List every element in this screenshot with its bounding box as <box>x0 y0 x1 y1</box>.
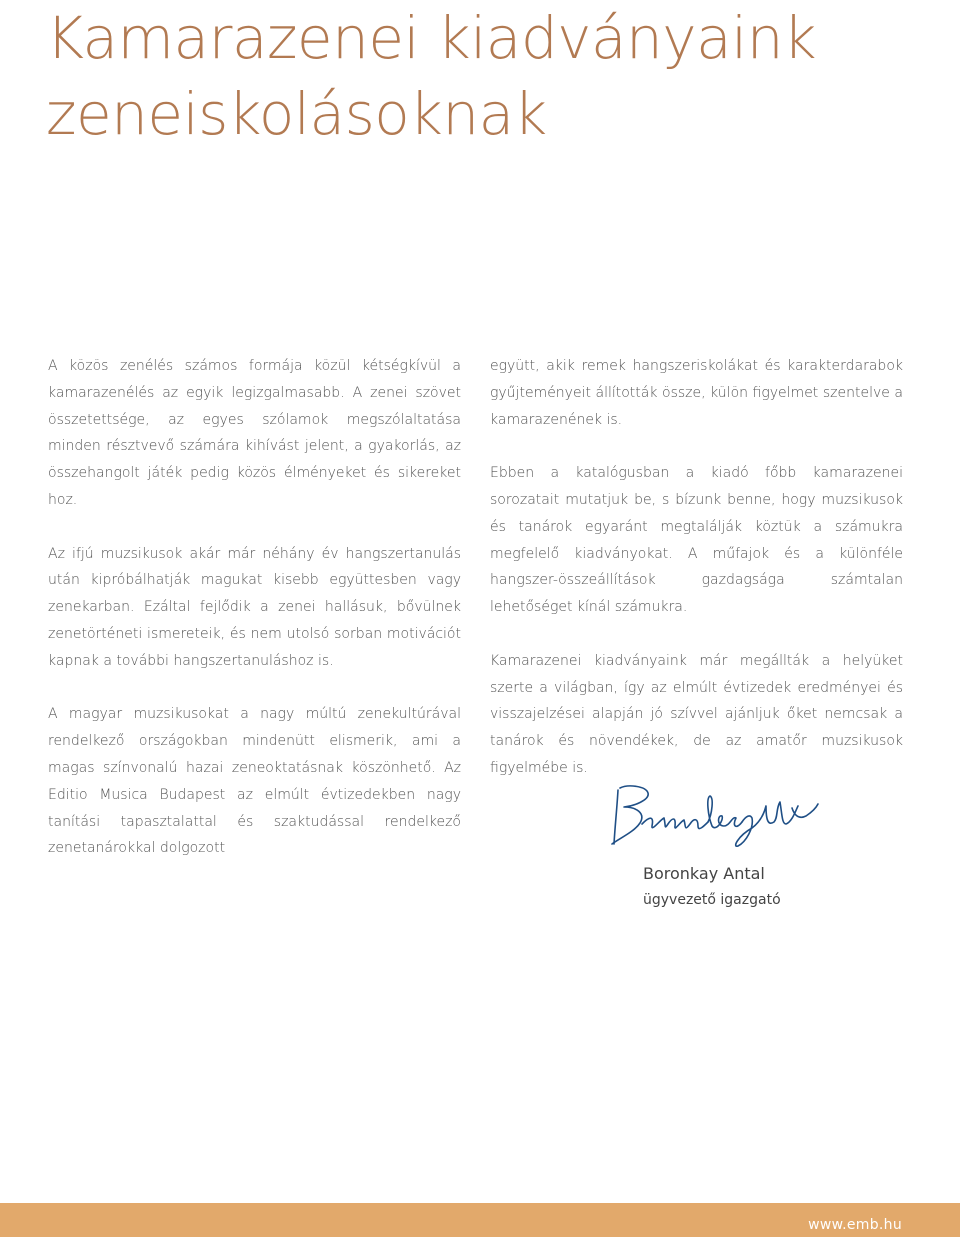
left-paragraph-1: A közös zenélés számos formája közül kétségkívül a kamarazenélés az egyik legizgalmasabb. A zenei szövet összetettsége, az egyes szólamok megszólaltatása minden résztvevő számára kihívást jelent, a gyakorlás, az összehangolt játék pedig közös élményeket és sikereket hoz. <box>48 358 461 508</box>
right-paragraph-3: Kamarazenei kiadványaink már megállták a helyüket szerte a világban, így az elmúlt évtizedek eredményei és visszajelzései alapján jó szívvel ajánljuk őket nemcsak a tanárok és növendékek, de az amatőr muzsikusok figyelmébe is. <box>490 652 903 776</box>
footer-bar <box>0 1203 960 1237</box>
right-paragraph-2: Ebben a katalógusban a kiadó főbb kamarazenei sorozatait mutatjuk be, s bízunk benne, hogy muzsikusok és tanárok egyaránt megtalálják köztük a számukra megfelelő kiadványokat. A műfajok és a különféle hangszer-összeállítások gazdagsága számtalan lehetőséget kínál számukra. <box>490 465 903 616</box>
left-paragraph-3: A magyar muzsikusokat a nagy múltú zenekultúrával rendelkező országokban mindenütt elismerik, ami a magas színvonalú hazai zeneoktatásnak köszönhető. Az Editio Musica Budapest az elmúlt évtizedekben nagy tanítási tapasztalattal és szaktudással rendelkező zenetanárokkal dolgozott <box>48 706 461 857</box>
page-title-line-2: zeneiskolásoknak <box>46 80 547 148</box>
handwritten-signature <box>606 780 821 850</box>
right-text-column <box>490 353 903 782</box>
page-title-line-1: Kamarazenei kiadványaink <box>46 4 817 72</box>
left-text-column <box>48 353 461 862</box>
signer-role: ügyvezető igazgató <box>643 892 781 908</box>
signer-name: Boronkay Antal <box>643 864 765 883</box>
right-paragraph-1: együtt, akik remek hangszeriskolákat és karakterdarabok gyűjteményeit állították össze, külön figyelmet szentelve a kamarazenének is. <box>490 358 903 428</box>
page-title <box>46 0 946 152</box>
footer-website-link[interactable]: www.emb.hu <box>808 1217 902 1233</box>
signer-block <box>643 861 781 913</box>
left-paragraph-2: Az ifjú muzsikusok akár már néhány év hangszertanulás után kipróbálhatják magukat kisebb együttesben vagy zenekarban. Ezáltal fejlődik a zenei hallásuk, bővülnek zenetörténeti ismereteik, és nem utolsó sorban motivációt kapnak a további hangszertanuláshoz is. <box>48 545 461 669</box>
